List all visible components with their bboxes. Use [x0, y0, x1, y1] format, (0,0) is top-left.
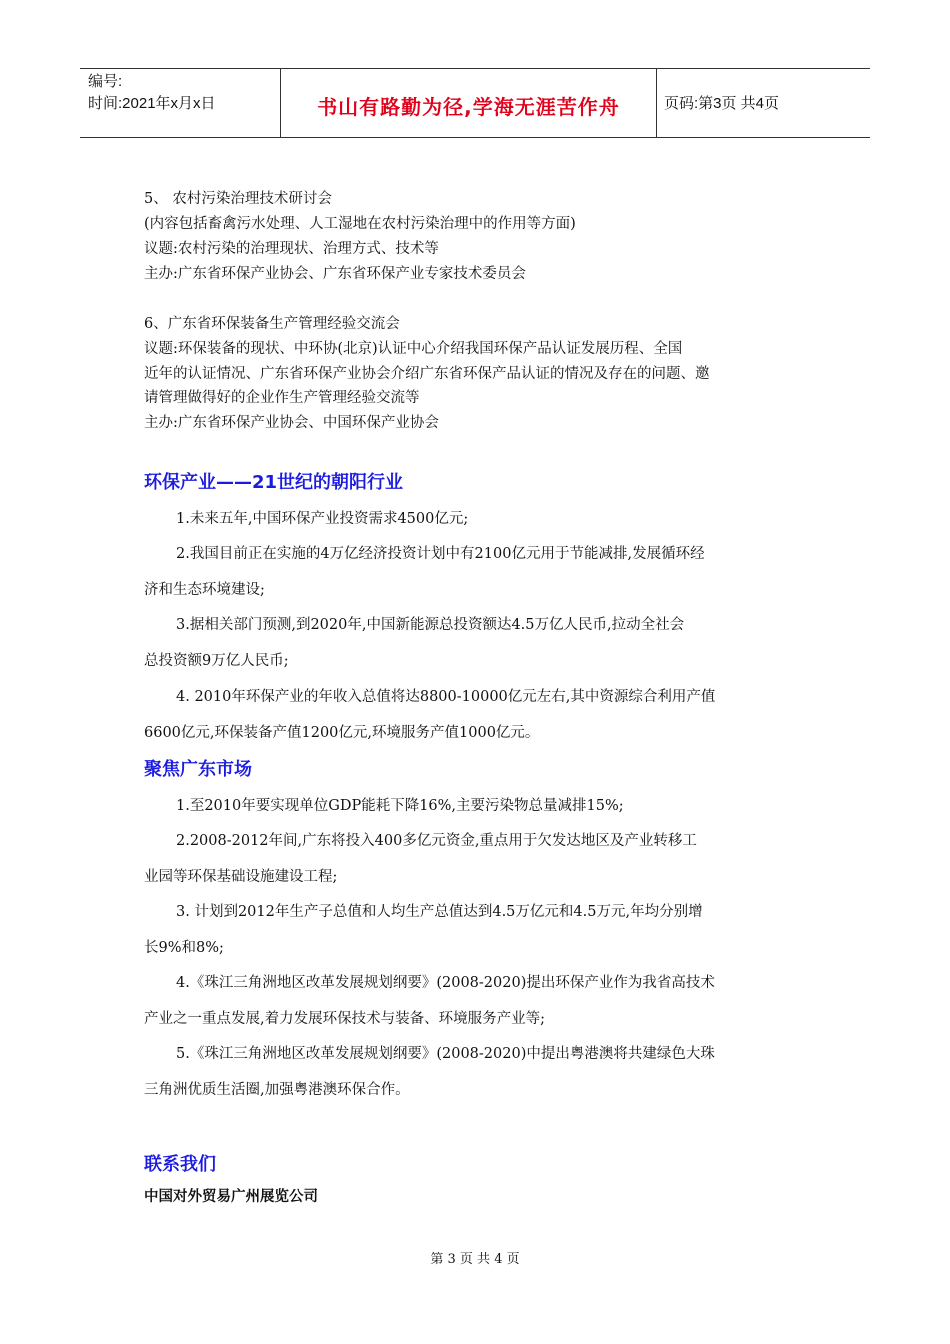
page-footer: 第 3 页 共 4 页: [430, 1252, 520, 1267]
guangdong-item: 3. 计划到2012年生产子总值和人均生产总值达到4.5万亿元和4.5万元,年均分别增: [176, 904, 703, 920]
industry-item: 4. 2010年环保产业的年收入总值将达8800-10000亿元左右,其中资源综合利用产值: [176, 689, 716, 705]
header-page-label: 页码:第3页 共4页: [664, 95, 780, 112]
industry-item: 3.据相关部门预测,到2020年,中国新能源总投资额达4.5万亿人民币,拉动全社会: [176, 617, 685, 633]
guangdong-item-cont: 三角洲优质生活圈,加强粤港澳环保合作。: [144, 1082, 410, 1098]
guangdong-item-cont: 长9%和8%;: [144, 940, 224, 956]
contact-heading: 联系我们: [144, 1154, 216, 1175]
industry-item: 2.我国目前正在实施的4万亿经济投资计划中有2100亿元用于节能减排,发展循环经: [176, 546, 705, 562]
guangdong-item: 2.2008-2012年间,广东将投入400多亿元资金,重点用于欠发达地区及产业转移工: [176, 833, 697, 849]
section6-title: 6、广东省环保装备生产管理经验交流会: [144, 316, 400, 332]
industry-item-cont: 济和生态环境建设;: [144, 582, 265, 598]
section5-note: (内容包括畜禽污水处理、人工湿地在农村污染治理中的作用等方面): [144, 216, 576, 232]
section6-topic-line: 近年的认证情况、广东省环保产业协会介绍广东省环保产品认证的情况及存在的问题、邀: [144, 366, 710, 382]
guangdong-heading: 聚焦广东市场: [144, 759, 252, 780]
section6-host: 主办:广东省环保产业协会、中国环保产业协会: [144, 415, 439, 431]
guangdong-item: 4.《珠江三角洲地区改革发展规划纲要》(2008-2020)提出环保产业作为我省高技术: [176, 975, 715, 991]
industry-heading: 环保产业——21世纪的朝阳行业: [144, 472, 404, 493]
header-motto: 书山有路勤为径,学海无涯苦作舟: [317, 95, 620, 119]
section5-host: 主办:广东省环保产业协会、广东省环保产业专家技术委员会: [144, 266, 526, 282]
section6-topic-line: 请管理做得好的企业作生产管理经验交流等: [144, 390, 420, 406]
industry-item-cont: 总投资额9万亿人民币;: [144, 653, 289, 669]
guangdong-item-cont: 业园等环保基础设施建设工程;: [144, 869, 338, 885]
section6-topic-line: 议题:环保装备的现状、中环协(北京)认证中心介绍我国环保产品认证发展历程、全国: [144, 341, 683, 357]
guangdong-item: 1.至2010年要实现单位GDP能耗下降16%,主要污染物总量减排15%;: [176, 798, 624, 814]
header-divider: [656, 69, 657, 137]
page-header: [80, 68, 870, 138]
section5-title: 5、 农村污染治理技术研讨会: [144, 191, 332, 207]
guangdong-item-cont: 产业之一重点发展,着力发展环保技术与装备、环境服务产业等;: [144, 1011, 545, 1027]
contact-company: 中国对外贸易广州展览公司: [144, 1189, 318, 1205]
section5-topic: 议题:农村污染的治理现状、治理方式、技术等: [144, 241, 439, 257]
industry-item-cont: 6600亿元,环保装备产值1200亿元,环境服务产值1000亿元。: [144, 725, 540, 741]
guangdong-item: 5.《珠江三角洲地区改革发展规划纲要》(2008-2020)中提出粤港澳将共建绿色大珠: [176, 1046, 715, 1062]
header-meta: [88, 71, 283, 115]
number-label: 编号:: [88, 73, 123, 90]
time-label: 时间:2021年x月x日: [88, 95, 216, 112]
industry-item: 1.未来五年,中国环保产业投资需求4500亿元;: [176, 511, 469, 527]
